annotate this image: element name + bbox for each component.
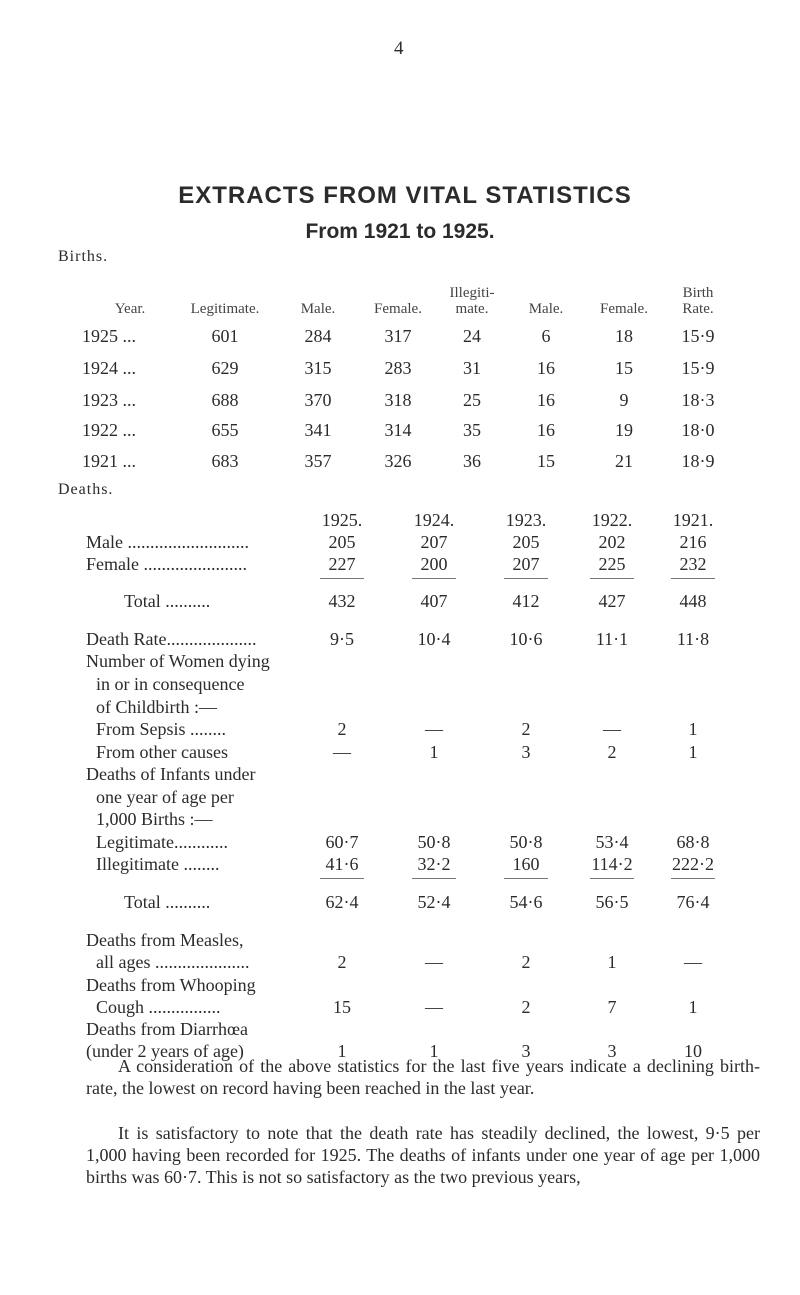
deaths-cell: 202 [598, 532, 626, 552]
births-cell: 18·0 [681, 420, 715, 440]
commentary-paragraph-2: It is satisfactory to note that the death rate has steadily declined, the lowest, 9·5 per 1,000 having been recorded for 1925. The deaths of infants under one year of age per 1,000 births was 60·7. This is not so satisfactory as the two previous years, [86, 1123, 760, 1187]
deaths-row-label: Number of Women dying [86, 651, 270, 671]
births-cell: 19 [615, 420, 633, 440]
births-cell: 16 [537, 358, 555, 378]
deaths-section-label: Deaths. [58, 481, 114, 498]
births-cell: 6 [541, 326, 551, 346]
births-cell: 36 [463, 451, 481, 471]
deaths-cell: 225 [598, 554, 626, 574]
births-cell: 317 [384, 326, 412, 346]
deaths-cell: 2 [521, 997, 531, 1017]
births-cell: 341 [304, 420, 332, 440]
sum-rule [504, 878, 548, 879]
births-row-year: 1923 ... [82, 390, 136, 410]
births-header-cell: Legitimate. [190, 301, 260, 317]
deaths-year-cell: 1922. [591, 510, 633, 530]
deaths-cell: 1 [429, 742, 439, 762]
deaths-cell: 227 [328, 554, 356, 574]
deaths-cell: 3 [521, 1041, 531, 1061]
deaths-row-label: From Sepsis ........ [96, 719, 227, 739]
deaths-cell: 54·6 [509, 892, 543, 912]
births-row-year: 1924 ... [82, 358, 136, 378]
deaths-cell: 11·1 [595, 629, 629, 649]
deaths-row-label: Total .......... [124, 591, 211, 611]
deaths-row-label: From other causes [96, 742, 228, 762]
deaths-cell: 232 [679, 554, 707, 574]
deaths-row-label: all ages ..................... [96, 952, 250, 972]
deaths-cell: 407 [420, 591, 448, 611]
deaths-cell: 222·2 [672, 854, 714, 874]
sum-rule [320, 578, 364, 579]
births-cell: 15 [537, 451, 555, 471]
births-cell: 284 [304, 326, 332, 346]
deaths-cell: 1 [429, 1041, 439, 1061]
births-cell: 21 [615, 451, 633, 471]
deaths-row-label: Deaths of Infants under [86, 764, 256, 784]
page-number: 4 [394, 38, 404, 59]
deaths-cell: 9·5 [330, 629, 354, 649]
sum-rule [590, 578, 634, 579]
deaths-cell: 10 [684, 1041, 702, 1061]
deaths-cell: 207 [512, 554, 540, 574]
sum-rule [671, 578, 715, 579]
page-subtitle: From 1921 to 1925. [305, 220, 495, 243]
births-cell: 18·9 [681, 451, 715, 471]
deaths-cell: 448 [679, 591, 707, 611]
births-section-label: Births. [58, 248, 109, 265]
deaths-row-label: Female ....................... [86, 554, 247, 574]
deaths-cell: 2 [607, 742, 617, 762]
sum-rule [671, 878, 715, 879]
deaths-cell: 1 [688, 742, 698, 762]
deaths-cell: 53·4 [595, 832, 629, 852]
deaths-cell: — [603, 719, 621, 739]
sum-rule [504, 578, 548, 579]
deaths-cell: — [333, 742, 351, 762]
deaths-cell: 207 [420, 532, 448, 552]
births-cell: 15 [615, 358, 633, 378]
deaths-cell: 432 [328, 591, 356, 611]
births-header-cell: Birth Rate. [682, 285, 714, 317]
deaths-year-cell: 1921. [672, 510, 714, 530]
deaths-cell: 1 [688, 997, 698, 1017]
births-cell: 25 [463, 390, 481, 410]
deaths-cell: 1 [607, 952, 617, 972]
births-cell: 357 [304, 451, 332, 471]
births-cell: 318 [384, 390, 412, 410]
births-cell: 370 [304, 390, 332, 410]
deaths-row-label: Death Rate.................... [86, 629, 257, 649]
births-cell: 18 [615, 326, 633, 346]
sum-rule [320, 878, 364, 879]
deaths-cell: 7 [607, 997, 617, 1017]
deaths-row-label: Deaths from Diarrhœa [86, 1019, 248, 1039]
deaths-row-label: in or in consequence [96, 674, 245, 694]
deaths-year-cell: 1923. [505, 510, 547, 530]
deaths-cell: 68·8 [676, 832, 710, 852]
sum-rule [590, 878, 634, 879]
births-header-cell: Illegiti- mate. [449, 285, 495, 317]
deaths-cell: 200 [420, 554, 448, 574]
deaths-cell: 114·2 [591, 854, 633, 874]
births-cell: 655 [211, 420, 239, 440]
deaths-row-label: Male ........................... [86, 532, 249, 552]
deaths-cell: 60·7 [325, 832, 359, 852]
deaths-row-label: one year of age per [96, 787, 234, 807]
deaths-row-label: Illegitimate ........ [96, 854, 220, 874]
births-row-year: 1922 ... [82, 420, 136, 440]
deaths-cell: 2 [521, 719, 531, 739]
births-header-cell: Male. [528, 301, 564, 317]
deaths-cell: 3 [607, 1041, 617, 1061]
births-header-cell: Female. [600, 301, 648, 317]
deaths-year-cell: 1924. [413, 510, 455, 530]
deaths-cell: 412 [512, 591, 540, 611]
deaths-cell: 56·5 [595, 892, 629, 912]
births-cell: 314 [384, 420, 412, 440]
deaths-cell: 62·4 [325, 892, 359, 912]
births-cell: 15·9 [681, 358, 715, 378]
deaths-cell: 1 [688, 719, 698, 739]
deaths-cell: 3 [521, 742, 531, 762]
births-cell: 315 [304, 358, 332, 378]
sum-rule [412, 578, 456, 579]
deaths-cell: 160 [512, 854, 540, 874]
deaths-cell: 216 [679, 532, 707, 552]
deaths-row-label: (under 2 years of age) [86, 1041, 244, 1061]
deaths-row-label: of Childbirth :— [96, 697, 217, 717]
deaths-year-cell: 1925. [321, 510, 363, 530]
page-title: EXTRACTS FROM VITAL STATISTICS [178, 182, 632, 209]
deaths-row-label: Cough ................ [96, 997, 221, 1017]
deaths-cell: — [425, 952, 443, 972]
births-header-cell: Year. [114, 301, 146, 317]
deaths-cell: 32·2 [417, 854, 451, 874]
deaths-row-label: Deaths from Whooping [86, 975, 256, 995]
deaths-cell: 50·8 [417, 832, 451, 852]
deaths-cell: 10·4 [417, 629, 451, 649]
deaths-cell: 1 [337, 1041, 347, 1061]
births-cell: 35 [463, 420, 481, 440]
births-cell: 283 [384, 358, 412, 378]
deaths-row-label: Legitimate............ [96, 832, 228, 852]
deaths-cell: 427 [598, 591, 626, 611]
deaths-row-label: Total .......... [124, 892, 211, 912]
deaths-cell: — [425, 719, 443, 739]
births-cell: 15·9 [681, 326, 715, 346]
deaths-cell: 50·8 [509, 832, 543, 852]
births-header-cell: Female. [374, 301, 422, 317]
deaths-cell: 2 [337, 952, 347, 972]
deaths-cell: 15 [333, 997, 351, 1017]
deaths-cell: 76·4 [676, 892, 710, 912]
births-cell: 16 [537, 420, 555, 440]
deaths-row-label: Deaths from Measles, [86, 930, 244, 950]
births-cell: 683 [211, 451, 239, 471]
births-cell: 31 [463, 358, 481, 378]
births-cell: 18·3 [681, 390, 715, 410]
births-cell: 9 [619, 390, 629, 410]
births-header-cell: Male. [300, 301, 336, 317]
births-cell: 629 [211, 358, 239, 378]
deaths-cell: 52·4 [417, 892, 451, 912]
deaths-cell: 2 [337, 719, 347, 739]
births-cell: 601 [211, 326, 239, 346]
deaths-cell: 205 [512, 532, 540, 552]
births-row-year: 1921 ... [82, 451, 136, 471]
births-row-year: 1925 ... [82, 326, 136, 346]
births-cell: 688 [211, 390, 239, 410]
births-cell: 16 [537, 390, 555, 410]
deaths-cell: — [684, 952, 702, 972]
deaths-cell: 10·6 [509, 629, 543, 649]
deaths-row-label: 1,000 Births :— [96, 809, 213, 829]
deaths-cell: 205 [328, 532, 356, 552]
deaths-cell: 11·8 [676, 629, 710, 649]
births-cell: 24 [463, 326, 481, 346]
commentary-paragraph-1: A consideration of the above statistics for the last five years indicate a declining birth-rate, the lowest on record having been reached in the last year. [86, 1056, 760, 1098]
births-cell: 326 [384, 451, 412, 471]
deaths-cell: — [425, 997, 443, 1017]
sum-rule [412, 878, 456, 879]
deaths-cell: 41·6 [325, 854, 359, 874]
deaths-cell: 2 [521, 952, 531, 972]
